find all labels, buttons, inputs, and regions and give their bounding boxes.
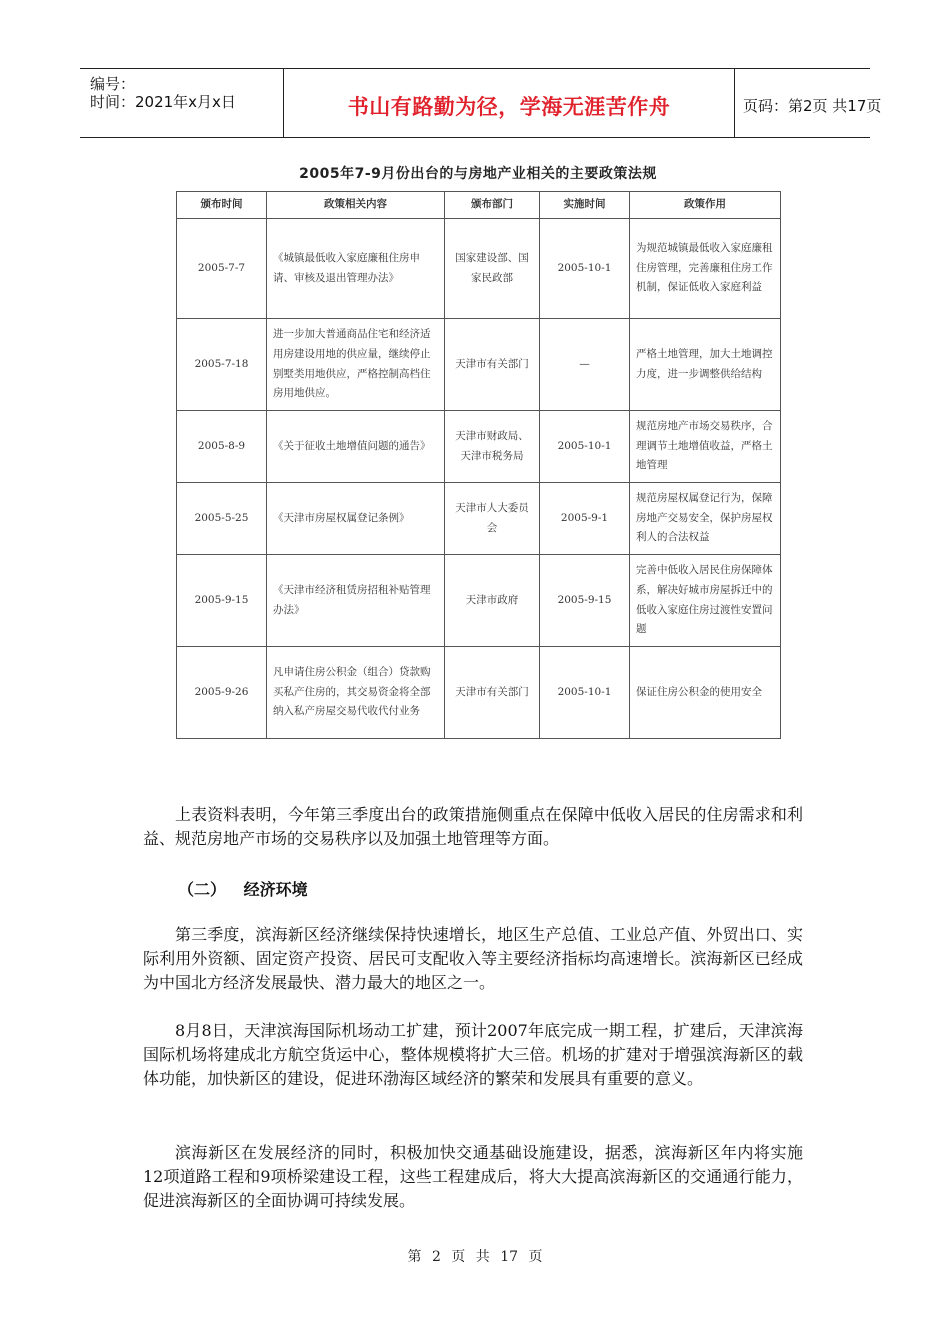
col-header-issue-date: 颁布时间 <box>177 192 267 219</box>
table-header-row <box>177 192 781 219</box>
cell-content: 《关于征收土地增值问题的通告》 <box>267 411 445 483</box>
cell-issue-date: 2005-9-15 <box>177 555 267 647</box>
cell-purpose: 规范房屋权属登记行为，保障房地产交易安全，保护房屋权利人的合法权益 <box>630 483 781 555</box>
cell-department: 国家建设部、国家民政部 <box>445 219 540 319</box>
cell-effective-date: 2005-10-1 <box>540 411 630 483</box>
cell-purpose: 严格土地管理，加大土地调控力度，进一步调整供给结构 <box>630 319 781 411</box>
table-row <box>177 555 781 647</box>
section-title: 经济环境 <box>243 880 308 899</box>
cell-content: 《天津市房屋权属登记条例》 <box>267 483 445 555</box>
cell-issue-date: 2005-5-25 <box>177 483 267 555</box>
col-header-department: 颁布部门 <box>445 192 540 219</box>
cell-purpose: 规范房地产市场交易秩序，合理调节土地增值收益，严格土地管理 <box>630 411 781 483</box>
cell-issue-date: 2005-7-18 <box>177 319 267 411</box>
header-meta <box>80 69 283 137</box>
cell-issue-date: 2005-9-26 <box>177 647 267 739</box>
cell-effective-date: 2005-10-1 <box>540 219 630 319</box>
cell-purpose: 为规范城镇最低收入家庭廉租住房管理，完善廉租住房工作机制，保证低收入家庭利益 <box>630 219 781 319</box>
cell-effective-date: 2005-9-15 <box>540 555 630 647</box>
policy-table-figure <box>176 155 780 745</box>
document-code-label: 编号： <box>90 75 136 93</box>
cell-effective-date: 2005-10-1 <box>540 647 630 739</box>
page-header <box>80 68 882 138</box>
header-page-cell <box>733 69 882 137</box>
table-row <box>177 319 781 411</box>
page-footer: 第 2 页 共 17 页 <box>407 1249 543 1265</box>
table-row <box>177 483 781 555</box>
col-header-purpose: 政策作用 <box>630 192 781 219</box>
cell-content: 《城镇最低收入家庭廉租住房申请、审核及退出管理办法》 <box>267 219 445 319</box>
table-row <box>177 411 781 483</box>
document-date-label: 时间：2021年x月x日 <box>90 93 236 111</box>
cell-department: 天津市财政局、天津市税务局 <box>445 411 540 483</box>
header-motto: 书山有路勤为径，学海无涯苦作舟 <box>347 95 671 119</box>
paragraph-transport: 滨海新区在发展经济的同时，积极加快交通基础设施建设，据悉，滨海新区年内将实施12项道路工程和9项桥梁建设工程，这些工程建成后，将大大提高滨海新区的交通通行能力，促进滨海新区的全面协调可持续发展。 <box>143 1143 803 1210</box>
policy-table <box>176 191 781 739</box>
cell-issue-date: 2005-8-9 <box>177 411 267 483</box>
cell-purpose: 保证住房公积金的使用安全 <box>630 647 781 739</box>
cell-content: 进一步加大普通商品住宅和经济适用房建设用地的供应量，继续停止别墅类用地供应，严格控制高档住房用地供应。 <box>267 319 445 411</box>
cell-department: 天津市政府 <box>445 555 540 647</box>
cell-department: 天津市人大委员会 <box>445 483 540 555</box>
header-page-number: 页码：第2页 共17页 <box>743 97 882 115</box>
cell-content: 《天津市经济租赁房招租补贴管理办法》 <box>267 555 445 647</box>
paragraph-table-summary: 上表资料表明，今年第三季度出台的政策措施侧重点在保障中低收入居民的住房需求和利益、规范房地产市场的交易秩序以及加强土地管理等方面。 <box>143 805 803 848</box>
section-number: （二） <box>178 880 227 899</box>
table-row <box>177 219 781 319</box>
paragraph-economy: 第三季度，滨海新区经济继续保持快速增长，地区生产总值、工业总产值、外贸出口、实际利用外资额、固定资产投资、居民可支配收入等主要经济指标均高速增长。滨海新区已经成为中国北方经济发展最快、潜力最大的地区之一。 <box>143 925 803 992</box>
cell-content: 凡申请住房公积金（组合）贷款购买私产住房的，其交易资金将全部纳入私产房屋交易代收代付业务 <box>267 647 445 739</box>
header-motto-cell <box>283 69 735 137</box>
cell-effective-date: 2005-9-1 <box>540 483 630 555</box>
table-row <box>177 647 781 739</box>
cell-department: 天津市有关部门 <box>445 647 540 739</box>
table-title: 2005年7-9月份出台的与房地产业相关的主要政策法规 <box>299 166 657 182</box>
cell-purpose: 完善中低收入居民住房保障体系，解决好城市房屋拆迁中的低收入家庭住房过渡性安置问题 <box>630 555 781 647</box>
section-heading <box>178 877 308 900</box>
col-header-effective-date: 实施时间 <box>540 192 630 219</box>
cell-effective-date: — <box>540 319 630 411</box>
cell-department: 天津市有关部门 <box>445 319 540 411</box>
cell-issue-date: 2005-7-7 <box>177 219 267 319</box>
col-header-content: 政策相关内容 <box>267 192 445 219</box>
paragraph-airport: 8月8日，天津滨海国际机场动工扩建，预计2007年底完成一期工程，扩建后，天津滨海国际机场将建成北方航空货运中心，整体规模将扩大三倍。机场的扩建对于增强滨海新区的载体功能，加快新区的建设，促进环渤海区域经济的繁荣和发展具有重要的意义。 <box>143 1021 803 1088</box>
